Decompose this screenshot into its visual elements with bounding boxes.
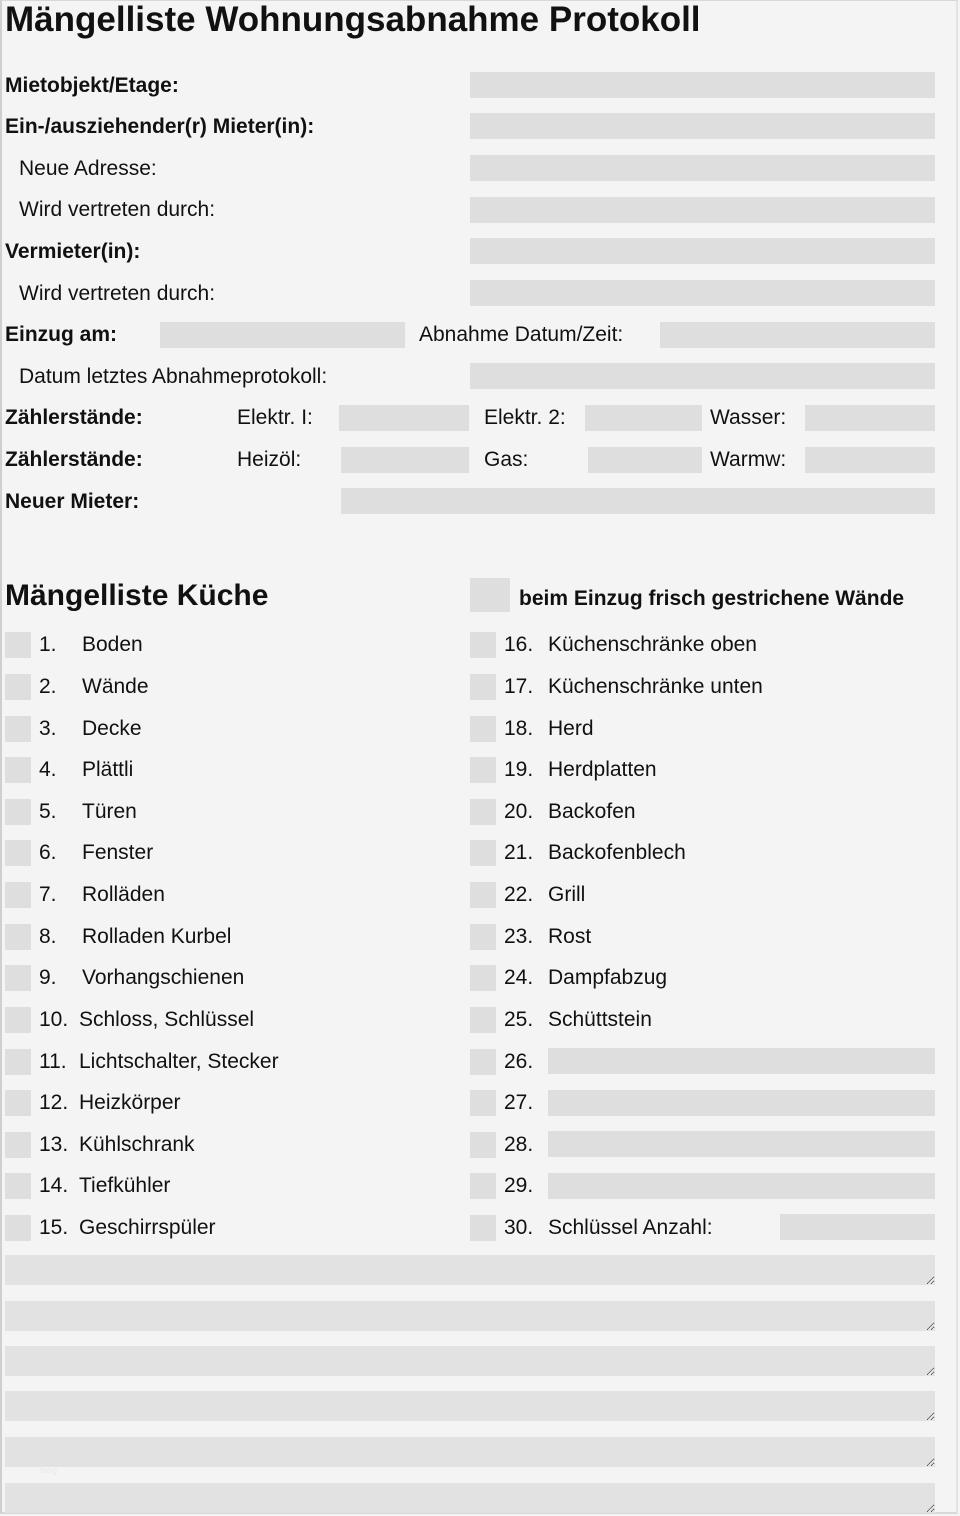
item-checkbox-8[interactable] [5,924,31,950]
item-number: 11. [39,1050,67,1073]
einzug-am-field[interactable] [160,322,405,348]
label-mietobjekt: Mietobjekt/Etage: [5,74,179,97]
item-checkbox-6[interactable] [5,840,31,866]
item-number: 23. [504,925,534,948]
custom-item-29-field[interactable] [548,1173,935,1199]
label-datum-letztes: Datum letztes Abnahmeprotokoll: [19,365,328,388]
neuer-mieter-field[interactable] [341,488,935,514]
heizoel-field[interactable] [341,447,469,473]
item-checkbox-5[interactable] [5,799,31,825]
item-label: Grill [548,883,586,906]
item-label: Rost [548,925,592,948]
item-number: 2. [39,675,57,698]
item-checkbox-14[interactable] [5,1173,31,1199]
label-neuer-mieter: Neuer Mieter: [5,490,140,513]
item-number: 20. [504,800,534,823]
notes-line-4[interactable] [5,1391,935,1421]
label-neue-adresse: Neue Adresse: [19,157,157,180]
item-checkbox-21[interactable] [470,840,496,866]
item-number: 28. [504,1133,534,1156]
item-checkbox-19[interactable] [470,757,496,783]
custom-item-28-field[interactable] [548,1131,935,1157]
item-number: 18. [504,717,534,740]
item-number: 15. [39,1216,69,1239]
item-label: Türen [82,800,137,823]
item-label: Schlüssel Anzahl: [548,1216,713,1239]
item-label: Geschirrspüler [79,1216,216,1239]
item-checkbox-2[interactable] [5,674,31,700]
item-number: 8. [39,925,57,948]
item-number: 14. [39,1174,69,1197]
item-checkbox-30[interactable] [470,1215,496,1241]
item-number: 6. [39,841,57,864]
fresh-paint-checkbox[interactable] [470,578,510,612]
item-checkbox-20[interactable] [470,799,496,825]
notes-line-2[interactable] [5,1301,935,1331]
label-vermieter-vertreten: Wird vertreten durch: [19,282,216,305]
custom-item-26-field[interactable] [548,1048,935,1074]
item-checkbox-18[interactable] [470,716,496,742]
label-elektr1: Elektr. I: [237,406,313,429]
item-number: 22. [504,883,534,906]
item-checkbox-23[interactable] [470,924,496,950]
item-checkbox-10[interactable] [5,1007,31,1033]
item-checkbox-12[interactable] [5,1090,31,1116]
item-checkbox-7[interactable] [5,882,31,908]
item-number: 10. [39,1008,69,1031]
item-checkbox-4[interactable] [5,757,31,783]
wasser-field[interactable] [805,405,935,431]
notes-line-5[interactable] [5,1437,935,1467]
item-number: 16. [504,633,534,656]
item-checkbox-3[interactable] [5,716,31,742]
label-mieter-vertreten: Wird vertreten durch: [19,198,216,221]
item-number: 25. [504,1008,534,1031]
item-checkbox-27[interactable] [470,1090,496,1116]
neue-adresse-field[interactable] [470,155,935,181]
mieter-field[interactable] [470,113,935,139]
item-label: Küchenschränke oben [548,633,757,656]
item-checkbox-25[interactable] [470,1007,496,1033]
item-checkbox-17[interactable] [470,674,496,700]
item-label: Vorhangschienen [82,966,245,989]
notes-line-6[interactable] [5,1483,935,1513]
item-label: Plättli [82,758,134,781]
item-number: 7. [39,883,57,906]
item-label: Boden [82,633,143,656]
label-zaehlerstaende-1: Zählerstände: [5,406,143,429]
mieter-vertreten-field[interactable] [470,197,935,223]
item-checkbox-16[interactable] [470,632,496,658]
label-zaehlerstaende-2: Zählerstände: [5,448,143,471]
item-label: Backofenblech [548,841,686,864]
item-label: Rolläden [82,883,165,906]
item-checkbox-26[interactable] [470,1049,496,1075]
schluessel-anzahl-field[interactable] [780,1214,935,1240]
item-label: Küchenschränke unten [548,675,763,698]
item-number: 12. [39,1091,69,1114]
label-einzug-am: Einzug am: [5,323,118,346]
item-number: 3. [39,717,57,740]
item-label: Tiefkühler [79,1174,171,1197]
section-title-kueche: Mängelliste Küche [5,579,269,612]
item-label: Kühlschrank [79,1133,195,1156]
item-number: 27. [504,1091,534,1114]
abnahme-datum-field[interactable] [660,322,935,348]
item-label: Herdplatten [548,758,657,781]
label-warmw: Warmw: [710,448,787,471]
item-checkbox-29[interactable] [470,1173,496,1199]
item-label: Herd [548,717,594,740]
item-number: 24. [504,966,534,989]
mietobjekt-field[interactable] [470,72,935,98]
notes-line-3[interactable] [5,1346,935,1376]
datum-letztes-field[interactable] [470,363,935,389]
item-label: Rolladen Kurbel [82,925,232,948]
item-checkbox-13[interactable] [5,1132,31,1158]
item-number: 17. [504,675,534,698]
item-checkbox-11[interactable] [5,1049,31,1075]
notes-line-1[interactable] [5,1255,935,1285]
item-number: 19. [504,758,534,781]
item-label: Wände [82,675,149,698]
item-label: Schloss, Schlüssel [79,1008,255,1031]
item-label: Schüttstein [548,1008,652,1031]
item-number: 29. [504,1174,534,1197]
item-number: 13. [39,1133,69,1156]
item-number: 26. [504,1050,534,1073]
custom-item-27-field[interactable] [548,1090,935,1116]
label-vermieter: Vermieter(in): [5,240,141,263]
item-checkbox-15[interactable] [5,1215,31,1241]
item-label: Fenster [82,841,154,864]
vermieter-vertreten-field[interactable] [470,280,935,306]
item-checkbox-28[interactable] [470,1132,496,1158]
label-abnahme-datum: Abnahme Datum/Zeit: [419,323,624,346]
warmw-field[interactable] [805,447,935,473]
item-number: 5. [39,800,57,823]
item-checkbox-22[interactable] [470,882,496,908]
gas-field[interactable] [588,447,702,473]
item-number: 30. [504,1216,534,1239]
label-elektr2: Elektr. 2: [484,406,566,429]
label-wasser: Wasser: [710,406,787,429]
vermieter-field[interactable] [470,238,935,264]
item-checkbox-9[interactable] [5,965,31,991]
item-checkbox-1[interactable] [5,632,31,658]
item-label: Heizkörper [79,1091,181,1114]
item-checkbox-24[interactable] [470,965,496,991]
label-gas: Gas: [484,448,529,471]
label-heizoel: Heizöl: [237,448,302,471]
document-title: Mängelliste Wohnungsabnahme Protokoll [5,0,701,39]
item-label: Backofen [548,800,636,823]
elektr2-field[interactable] [585,405,702,431]
item-label: Lichtschalter, Stecker [79,1050,279,1073]
watermark: blog [40,1465,58,1475]
label-fresh-paint: beim Einzug frisch gestrichene Wände [519,587,905,610]
item-number: 1. [39,633,57,656]
item-number: 4. [39,758,57,781]
elektr1-field[interactable] [339,405,469,431]
item-number: 9. [39,966,57,989]
item-label: Dampfabzug [548,966,668,989]
item-label: Decke [82,717,142,740]
label-mieter: Ein-/ausziehender(r) Mieter(in): [5,115,315,138]
item-number: 21. [504,841,534,864]
